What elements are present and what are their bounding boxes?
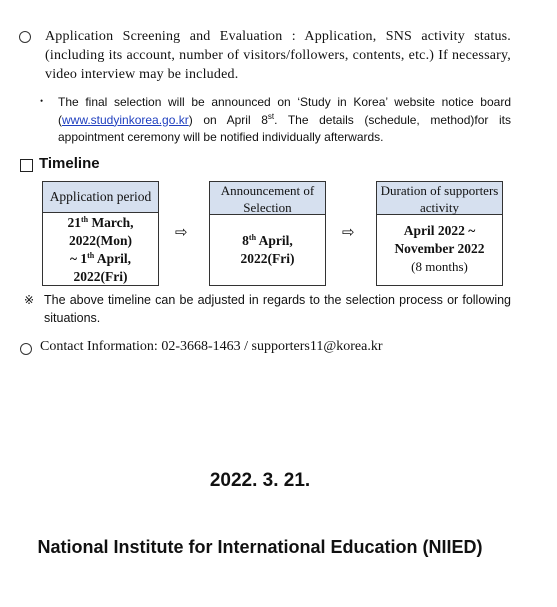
contact-email[interactable]: supporters11@korea.kr [251, 339, 383, 354]
arrow-right-icon: ⇨ [175, 223, 188, 241]
app-day-start: 21 [67, 215, 81, 230]
announcement-note [58, 94, 511, 147]
announce-year: 2022(Fri) [240, 251, 295, 266]
app-day-end-sup: th [87, 251, 95, 260]
application-period-header: Application period [43, 182, 158, 213]
screening-separator: : [291, 29, 296, 44]
screening-label: Application Screening and Evaluation [45, 29, 283, 44]
arrow-right-icon: ⇨ [342, 223, 355, 241]
reference-mark-icon: ※ [24, 293, 35, 307]
timeline-note: The above timeline can be adjusted in regards to the selection process or following situations. [44, 293, 511, 325]
duration-months: (8 months) [411, 259, 468, 274]
app-year-start: 2022(Mon) [69, 233, 132, 248]
app-month-end: April, [94, 251, 132, 266]
announcement-note-text-2: ) on April 8 [188, 112, 268, 127]
announce-month: April, [256, 233, 293, 248]
app-day-start-sup: th [80, 215, 89, 224]
contact-separator: / [244, 339, 249, 354]
announce-day: 8 [242, 233, 249, 248]
screening-text: Application, SNS activity status. (including its account, number of visitors/followers, contents, etc.) If necessary, video interview may be included. [45, 29, 511, 82]
timeline-title: Timeline [39, 155, 100, 172]
app-day-end: ~ 1 [69, 251, 88, 266]
announcement-note-text-1: The final selection will be announced on ‘Study in Korea’ website notice board ( [58, 95, 511, 127]
announcement-body [210, 215, 325, 268]
contact-phone: 02-3668-1463 [161, 339, 241, 354]
announcement-box [209, 181, 326, 286]
app-month-start: March, [88, 215, 134, 230]
studyinkorea-link[interactable]: www.studyinkorea.go.kr [62, 112, 189, 127]
application-period-box [42, 181, 159, 286]
duration-start: April 2022 ~ [403, 223, 476, 238]
small-bullet-icon: • [40, 96, 44, 106]
duration-end: November 2022 [394, 241, 485, 256]
checkbox-square-icon [20, 159, 33, 172]
screening-paragraph [45, 27, 511, 84]
contact-line [40, 339, 382, 355]
announce-day-sup: th [248, 233, 257, 242]
application-period-body [43, 213, 158, 286]
duration-box [376, 181, 503, 286]
announcement-note-sup: st [267, 111, 275, 121]
app-year-end: 2022(Fri) [73, 269, 128, 284]
duration-body [377, 215, 502, 276]
contact-label: Contact Information: [40, 339, 158, 354]
document-date: 2022. 3. 21. [209, 470, 311, 491]
announcement-note-text-3: . The details (schedule, method)for its appointment ceremony will be notified individually afterwards. [58, 112, 511, 144]
bullet-circle-icon [20, 343, 32, 355]
duration-header: Duration of supporters activity [377, 182, 502, 215]
organization-name: National Institute for International Education (NIIED) [37, 537, 483, 557]
bullet-circle-icon [19, 31, 31, 43]
announcement-header: Announcement of Selection [210, 182, 325, 215]
